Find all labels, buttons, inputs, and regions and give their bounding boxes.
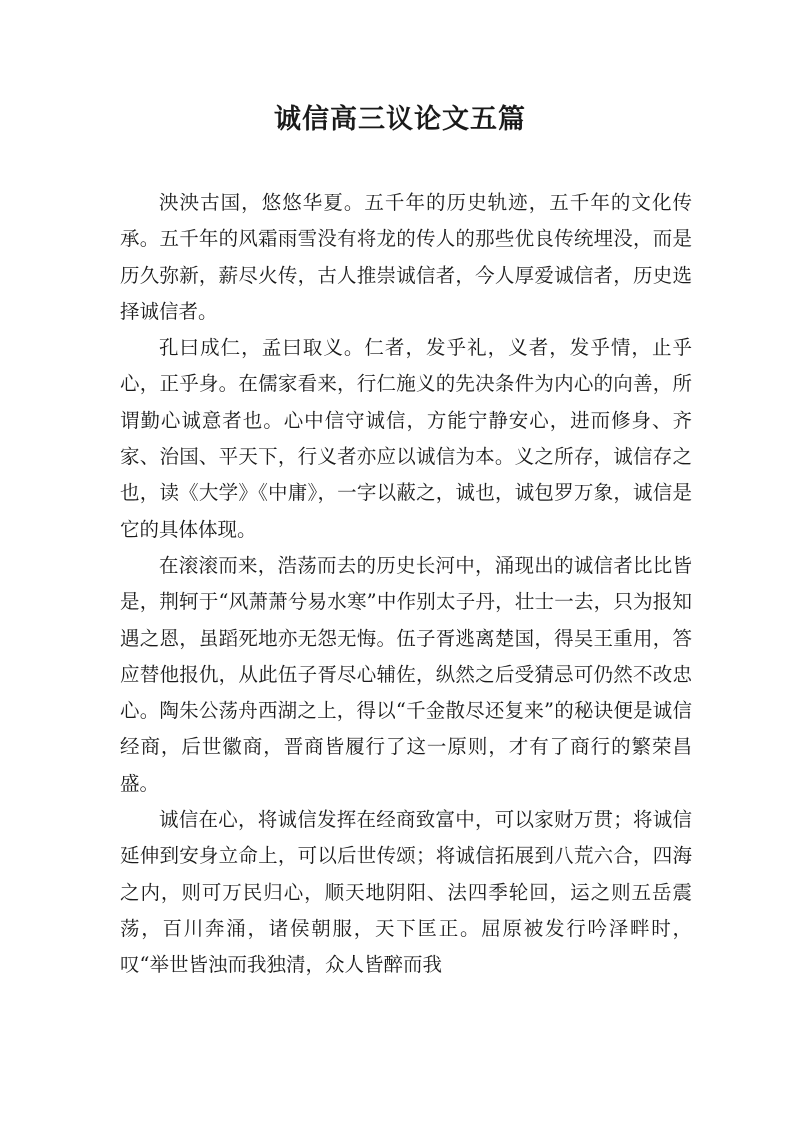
paragraph: 在滚滚而来，浩荡而去的历史长河中，涌现出的诚信者比比皆是，荆轲于“风萧萧兮易水寒”中作别太子丹，壮士一去，只为报知遇之恩，虽蹈死地亦无怨无悔。伍子胥逃离楚国，得吴王重用，答应替他报仇，从此伍子胥尽心辅佐，纵然之后受猜忌可仍然不改忠心。陶朱公荡舟西湖之上，得以“千金散尽还复来”的秘诀便是诚信经商，后世徽商，晋商皆履行了这一原则，才有了商行的繁荣昌盛。	[120, 553, 692, 795]
paragraph: 诚信在心，将诚信发挥在经商致富中，可以家财万贯；将诚信延伸到安身立命上，可以后世传颂；将诚信拓展到八荒六合，四海之内，则可万民归心，顺天地阴阳、法四季轮回，运之则五岳震荡，百川奔涌，诸侯朝服，天下匡正。屈原被发行吟泽畔时，叹“举世皆浊而我独清，众人皆醉而我	[120, 808, 692, 977]
document-title: 诚信高三议论文五篇	[274, 104, 526, 135]
paragraph: 孔曰成仁，孟曰取义。仁者，发乎礼，义者，发乎情，止乎心，正乎身。在儒家看来，行仁施义的先决条件为内心的向善，所谓勤心诚意者也。心中信守诚信，方能宁静安心，进而修身、齐家、治国、平天下，行义者亦应以诚信为本。义之所存，诚信存之也，读《大学》《中庸》，一字以蔽之，诚也，诚包罗万象，诚信是它的具体体现。	[120, 336, 692, 541]
paragraph: 泱泱古国，悠悠华夏。五千年的历史轨迹，五千年的文化传承。五千年的风霜雨雪没有将龙的传人的那些优良传统埋没，而是历久弥新，薪尽火传，古人推崇诚信者，今人厚爱诚信者，历史选择诚信者。	[120, 191, 692, 323]
document-body	[120, 185, 692, 984]
